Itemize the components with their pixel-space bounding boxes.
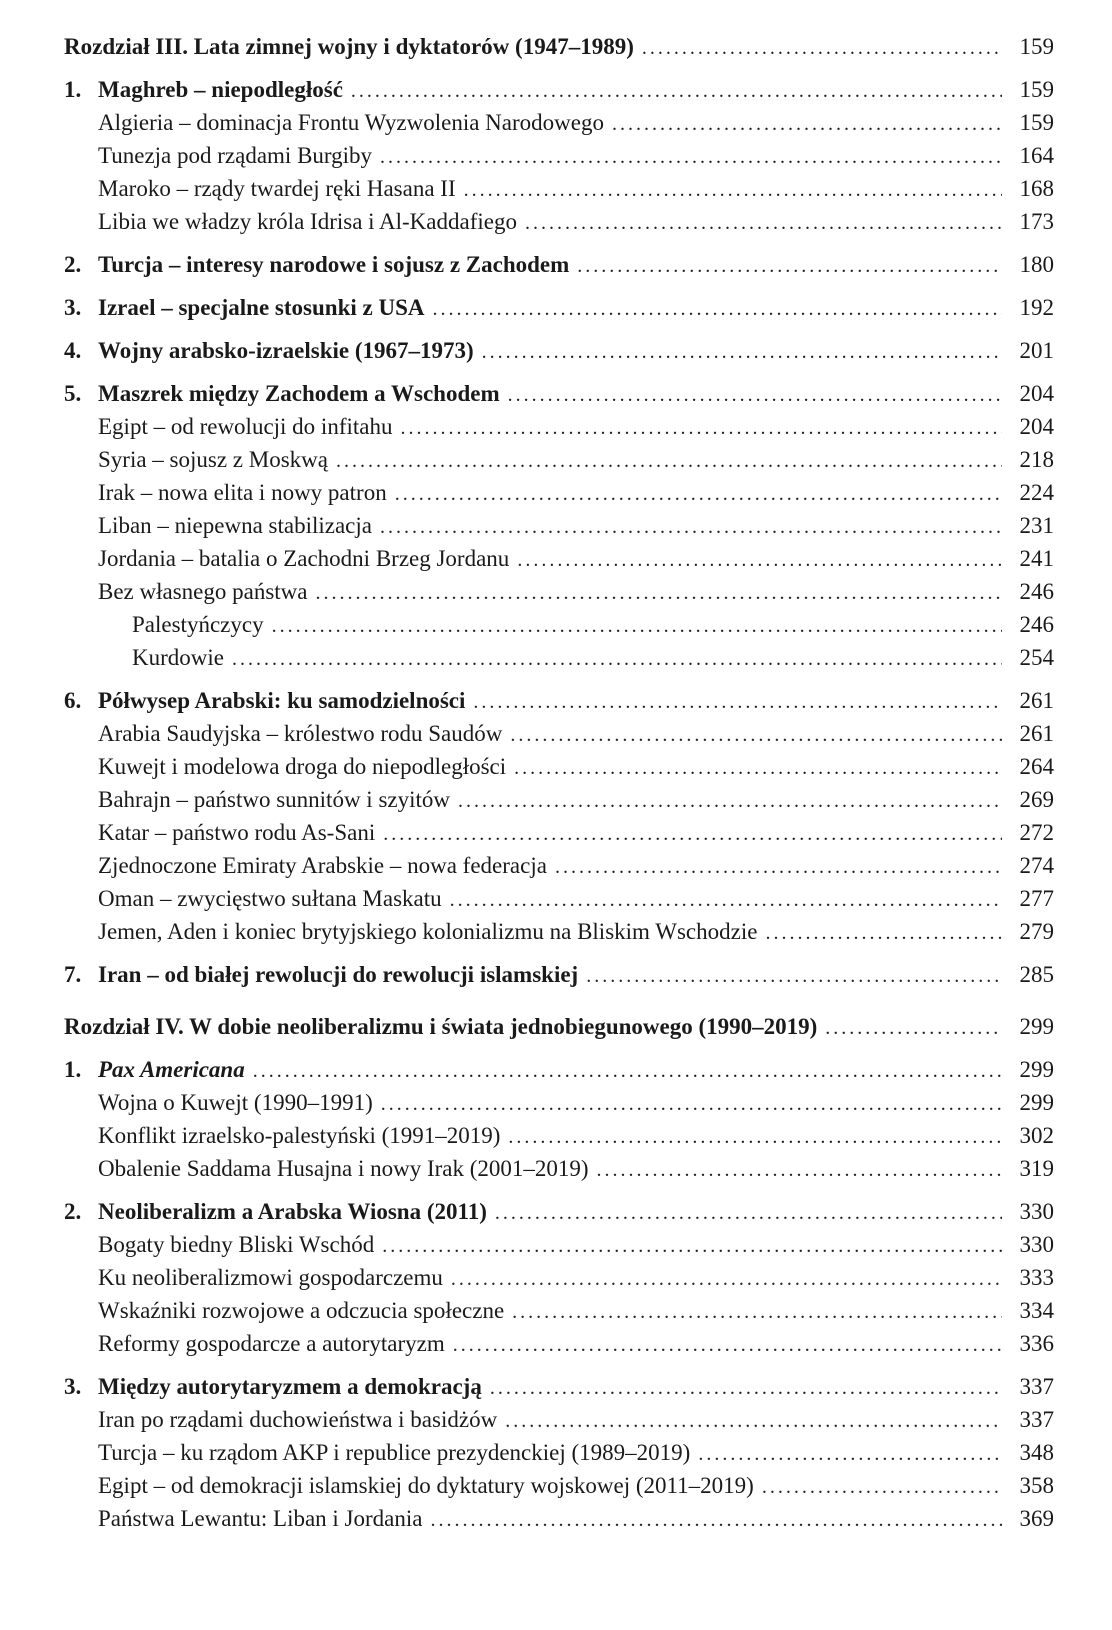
entry-title: Bahrajn – państwo sunnitów i szyitów bbox=[98, 787, 450, 812]
subsection-entry bbox=[64, 1086, 1054, 1119]
chapter-3-toc bbox=[64, 30, 1054, 991]
dot-leader bbox=[395, 478, 1002, 511]
entry-title: Półwysep Arabski: ku samodzielności bbox=[98, 688, 466, 713]
entry-title: Wskaźniki rozwojowe a odczucia społeczne bbox=[98, 1298, 505, 1323]
page-number: 279 bbox=[1019, 919, 1054, 944]
entry-title: Maroko – rządy twardej ręki Hasana II bbox=[98, 176, 456, 201]
entry-title: Irak – nowa elita i nowy patron bbox=[98, 480, 387, 505]
section-entry bbox=[64, 1053, 1054, 1086]
entry-title: Między autorytaryzmem a demokracją bbox=[98, 1374, 482, 1399]
entry-title: Iran – od białej rewolucji do rewolucji islamskiej bbox=[98, 962, 579, 987]
entry-title: Ku neoliberalizmowi gospodarczemu bbox=[98, 1265, 443, 1290]
entry-title: Zjednoczone Emiraty Arabskie – nowa federacja bbox=[98, 853, 547, 878]
section-entry bbox=[64, 73, 1054, 106]
dot-leader bbox=[765, 917, 1002, 950]
page-number: 224 bbox=[1019, 480, 1054, 505]
entry-title: Libia we władzy króla Idrisa i Al-Kaddafiego bbox=[98, 209, 517, 234]
dot-leader bbox=[510, 719, 1002, 752]
dot-leader bbox=[400, 412, 1002, 445]
subsection-entry bbox=[64, 717, 1054, 750]
entry-title: Egipt – od demokracji islamskiej do dyktatury wojskowej (2011–2019) bbox=[98, 1473, 754, 1498]
page-number: 173 bbox=[1019, 209, 1054, 234]
entry-title: Katar – państwo rodu As-Sani bbox=[98, 820, 376, 845]
section-number: 4. bbox=[64, 338, 82, 363]
page-number: 337 bbox=[1019, 1407, 1054, 1432]
dot-leader bbox=[577, 250, 1002, 283]
entry-title: Bogaty biedny Bliski Wschód bbox=[98, 1232, 375, 1257]
subsection-entry bbox=[64, 849, 1054, 882]
dot-leader bbox=[597, 1154, 1002, 1187]
page-number: 336 bbox=[1019, 1331, 1054, 1356]
page-number: 201 bbox=[1019, 338, 1054, 363]
entry-title: Maghreb – niepodległość bbox=[98, 77, 343, 102]
section-entry bbox=[64, 291, 1054, 324]
dot-leader bbox=[473, 686, 1002, 719]
dot-leader bbox=[430, 1504, 1002, 1537]
dot-leader bbox=[451, 1263, 1002, 1296]
dot-leader bbox=[380, 511, 1002, 544]
page-number: 159 bbox=[1019, 34, 1054, 59]
entry-title: Kurdowie bbox=[132, 645, 224, 670]
subsection-entry bbox=[64, 750, 1054, 783]
subsection-entry bbox=[64, 1502, 1054, 1535]
dot-leader bbox=[825, 1012, 1002, 1045]
page-number: 358 bbox=[1019, 1473, 1054, 1498]
subsection-entry bbox=[64, 915, 1054, 948]
section-number: 2. bbox=[64, 1199, 82, 1224]
entry-title: Algieria – dominacja Frontu Wyzwolenia Narodowego bbox=[98, 110, 604, 135]
subsection-entry bbox=[64, 783, 1054, 816]
dot-leader bbox=[698, 1438, 1002, 1471]
section-number: 6. bbox=[64, 688, 82, 713]
entry-title: Jemen, Aden i koniec brytyjskiego kolonializmu na Bliskim Wschodzie bbox=[98, 919, 758, 944]
entry-title: Maszrek między Zachodem a Wschodem bbox=[98, 381, 500, 406]
page-number: 299 bbox=[1019, 1014, 1054, 1039]
dot-leader bbox=[383, 818, 1002, 851]
subsection-entry bbox=[64, 641, 1054, 674]
page-number: 168 bbox=[1019, 176, 1054, 201]
subsection-entry bbox=[64, 575, 1054, 608]
subsection-entry bbox=[64, 882, 1054, 915]
page-number: 218 bbox=[1019, 447, 1054, 472]
entry-title: Turcja – interesy narodowe i sojusz z Zachodem bbox=[98, 252, 570, 277]
section-entry bbox=[64, 958, 1054, 991]
page-number: 274 bbox=[1019, 853, 1054, 878]
page-number: 299 bbox=[1019, 1057, 1054, 1082]
subsection-entry bbox=[64, 1228, 1054, 1261]
subsection-entry bbox=[64, 476, 1054, 509]
page-number: 299 bbox=[1019, 1090, 1054, 1115]
page-number: 272 bbox=[1019, 820, 1054, 845]
entry-title: Turcja – ku rządom AKP i republice prezydenckiej (1989–2019) bbox=[98, 1440, 691, 1465]
dot-leader bbox=[508, 379, 1002, 412]
page-number: 204 bbox=[1019, 381, 1054, 406]
dot-leader bbox=[232, 643, 1002, 676]
entry-title: Izrael – specjalne stosunki z USA bbox=[98, 295, 425, 320]
section-number: 3. bbox=[64, 295, 82, 320]
entry-title: Jordania – batalia o Zachodni Brzeg Jordanu bbox=[98, 546, 510, 571]
chapter-heading bbox=[64, 1010, 1054, 1043]
entry-title: Reformy gospodarcze a autorytaryzm bbox=[98, 1331, 445, 1356]
subsection-entry bbox=[64, 542, 1054, 575]
page-number: 264 bbox=[1019, 754, 1054, 779]
dot-leader bbox=[381, 1088, 1002, 1121]
dot-leader bbox=[512, 1296, 1002, 1329]
page-number: 231 bbox=[1019, 513, 1054, 538]
subsection-entry bbox=[64, 106, 1054, 139]
dot-leader bbox=[514, 752, 1002, 785]
page-number: 180 bbox=[1019, 252, 1054, 277]
section-number: 1. bbox=[64, 77, 82, 102]
dot-leader bbox=[495, 1197, 1002, 1230]
entry-title: Egipt – od rewolucji do infitahu bbox=[98, 414, 393, 439]
dot-leader bbox=[336, 445, 1002, 478]
page-number: 337 bbox=[1019, 1374, 1054, 1399]
entry-title: Państwa Lewantu: Liban i Jordania bbox=[98, 1506, 423, 1531]
dot-leader bbox=[525, 207, 1002, 240]
entry-title: Arabia Saudyjska – królestwo rodu Saudów bbox=[98, 721, 503, 746]
dot-leader bbox=[450, 884, 1002, 917]
subsection-entry bbox=[64, 1119, 1054, 1152]
dot-leader bbox=[612, 108, 1002, 141]
page-number: 348 bbox=[1019, 1440, 1054, 1465]
subsection-entry bbox=[64, 1294, 1054, 1327]
page-number: 261 bbox=[1019, 721, 1054, 746]
subsection-entry bbox=[64, 608, 1054, 641]
page-number: 164 bbox=[1019, 143, 1054, 168]
dot-leader bbox=[586, 960, 1002, 993]
page-number: 246 bbox=[1019, 579, 1054, 604]
subsection-entry bbox=[64, 1469, 1054, 1502]
section-number: 2. bbox=[64, 252, 82, 277]
entry-title: Iran po rządami duchowieństwa i basidżów bbox=[98, 1407, 498, 1432]
section-number: 1. bbox=[64, 1057, 82, 1082]
page-number: 246 bbox=[1019, 612, 1054, 637]
subsection-entry bbox=[64, 1327, 1054, 1360]
section-number: 7. bbox=[64, 962, 82, 987]
section-entry bbox=[64, 684, 1054, 717]
entry-title: Rozdział III. Lata zimnej wojny i dyktatorów (1947–1989) bbox=[64, 34, 634, 59]
entry-title: Neoliberalizm a Arabska Wiosna (2011) bbox=[98, 1199, 487, 1224]
section-entry bbox=[64, 334, 1054, 367]
page-number: 369 bbox=[1019, 1506, 1054, 1531]
entry-title: Wojna o Kuwejt (1990–1991) bbox=[98, 1090, 373, 1115]
entry-title: Konflikt izraelsko-palestyński (1991–2019) bbox=[98, 1123, 501, 1148]
dot-leader bbox=[762, 1471, 1002, 1504]
entry-title: Kuwejt i modelowa droga do niepodległości bbox=[98, 754, 507, 779]
dot-leader bbox=[464, 174, 1002, 207]
page-number: 302 bbox=[1019, 1123, 1054, 1148]
dot-leader bbox=[458, 785, 1002, 818]
subsection-entry bbox=[64, 1152, 1054, 1185]
dot-leader bbox=[272, 610, 1002, 643]
dot-leader bbox=[517, 544, 1002, 577]
entry-title: Tunezja pod rządami Burgiby bbox=[98, 143, 373, 168]
subsection-entry bbox=[64, 1261, 1054, 1294]
section-entry bbox=[64, 1195, 1054, 1228]
entry-title: Syria – sojusz z Moskwą bbox=[98, 447, 328, 472]
dot-leader bbox=[253, 1055, 1002, 1088]
page-number: 330 bbox=[1019, 1232, 1054, 1257]
dot-leader bbox=[482, 336, 1002, 369]
section-number: 5. bbox=[64, 381, 82, 406]
entry-title: Wojny arabsko-izraelskie (1967–1973) bbox=[98, 338, 474, 363]
dot-leader bbox=[316, 577, 1003, 610]
entry-title: Palestyńczycy bbox=[132, 612, 264, 637]
dot-leader bbox=[351, 75, 1002, 108]
page-number: 204 bbox=[1019, 414, 1054, 439]
dot-leader bbox=[508, 1121, 1002, 1154]
subsection-entry bbox=[64, 443, 1054, 476]
dot-leader bbox=[432, 293, 1002, 326]
page-number: 192 bbox=[1019, 295, 1054, 320]
dot-leader bbox=[505, 1405, 1002, 1438]
dot-leader bbox=[382, 1230, 1002, 1263]
subsection-entry bbox=[64, 205, 1054, 238]
page-number: 319 bbox=[1019, 1156, 1054, 1181]
entry-title: Rozdział IV. W dobie neoliberalizmu i świata jednobiegunowego (1990–2019) bbox=[64, 1014, 818, 1039]
page-number: 269 bbox=[1019, 787, 1054, 812]
entry-title: Bez własnego państwa bbox=[98, 579, 308, 604]
page-number: 285 bbox=[1019, 962, 1054, 987]
subsection-entry bbox=[64, 509, 1054, 542]
subsection-entry bbox=[64, 1403, 1054, 1436]
dot-leader bbox=[453, 1329, 1002, 1362]
subsection-entry bbox=[64, 816, 1054, 849]
entry-title: Pax Americana bbox=[98, 1057, 245, 1082]
chapter-4-toc bbox=[64, 1010, 1054, 1535]
section-entry bbox=[64, 248, 1054, 281]
section-entry bbox=[64, 377, 1054, 410]
subsection-entry bbox=[64, 139, 1054, 172]
page-number: 159 bbox=[1019, 77, 1054, 102]
page-number: 333 bbox=[1019, 1265, 1054, 1290]
dot-leader bbox=[380, 141, 1002, 174]
page-number: 254 bbox=[1019, 645, 1054, 670]
subsection-entry bbox=[64, 172, 1054, 205]
page-number: 241 bbox=[1019, 546, 1054, 571]
subsection-entry bbox=[64, 1436, 1054, 1469]
page-number: 261 bbox=[1019, 688, 1054, 713]
entry-title: Liban – niepewna stabilizacja bbox=[98, 513, 372, 538]
dot-leader bbox=[490, 1372, 1002, 1405]
dot-leader bbox=[555, 851, 1002, 884]
page-number: 159 bbox=[1019, 110, 1054, 135]
section-entry bbox=[64, 1370, 1054, 1403]
page-number: 330 bbox=[1019, 1199, 1054, 1224]
entry-title: Obalenie Saddama Husajna i nowy Irak (2001–2019) bbox=[98, 1156, 589, 1181]
entry-title: Oman – zwycięstwo sułtana Maskatu bbox=[98, 886, 442, 911]
page-number: 277 bbox=[1019, 886, 1054, 911]
section-number: 3. bbox=[64, 1374, 82, 1399]
chapter-heading bbox=[64, 30, 1054, 63]
page-number: 334 bbox=[1019, 1298, 1054, 1323]
dot-leader bbox=[642, 32, 1002, 65]
subsection-entry bbox=[64, 410, 1054, 443]
